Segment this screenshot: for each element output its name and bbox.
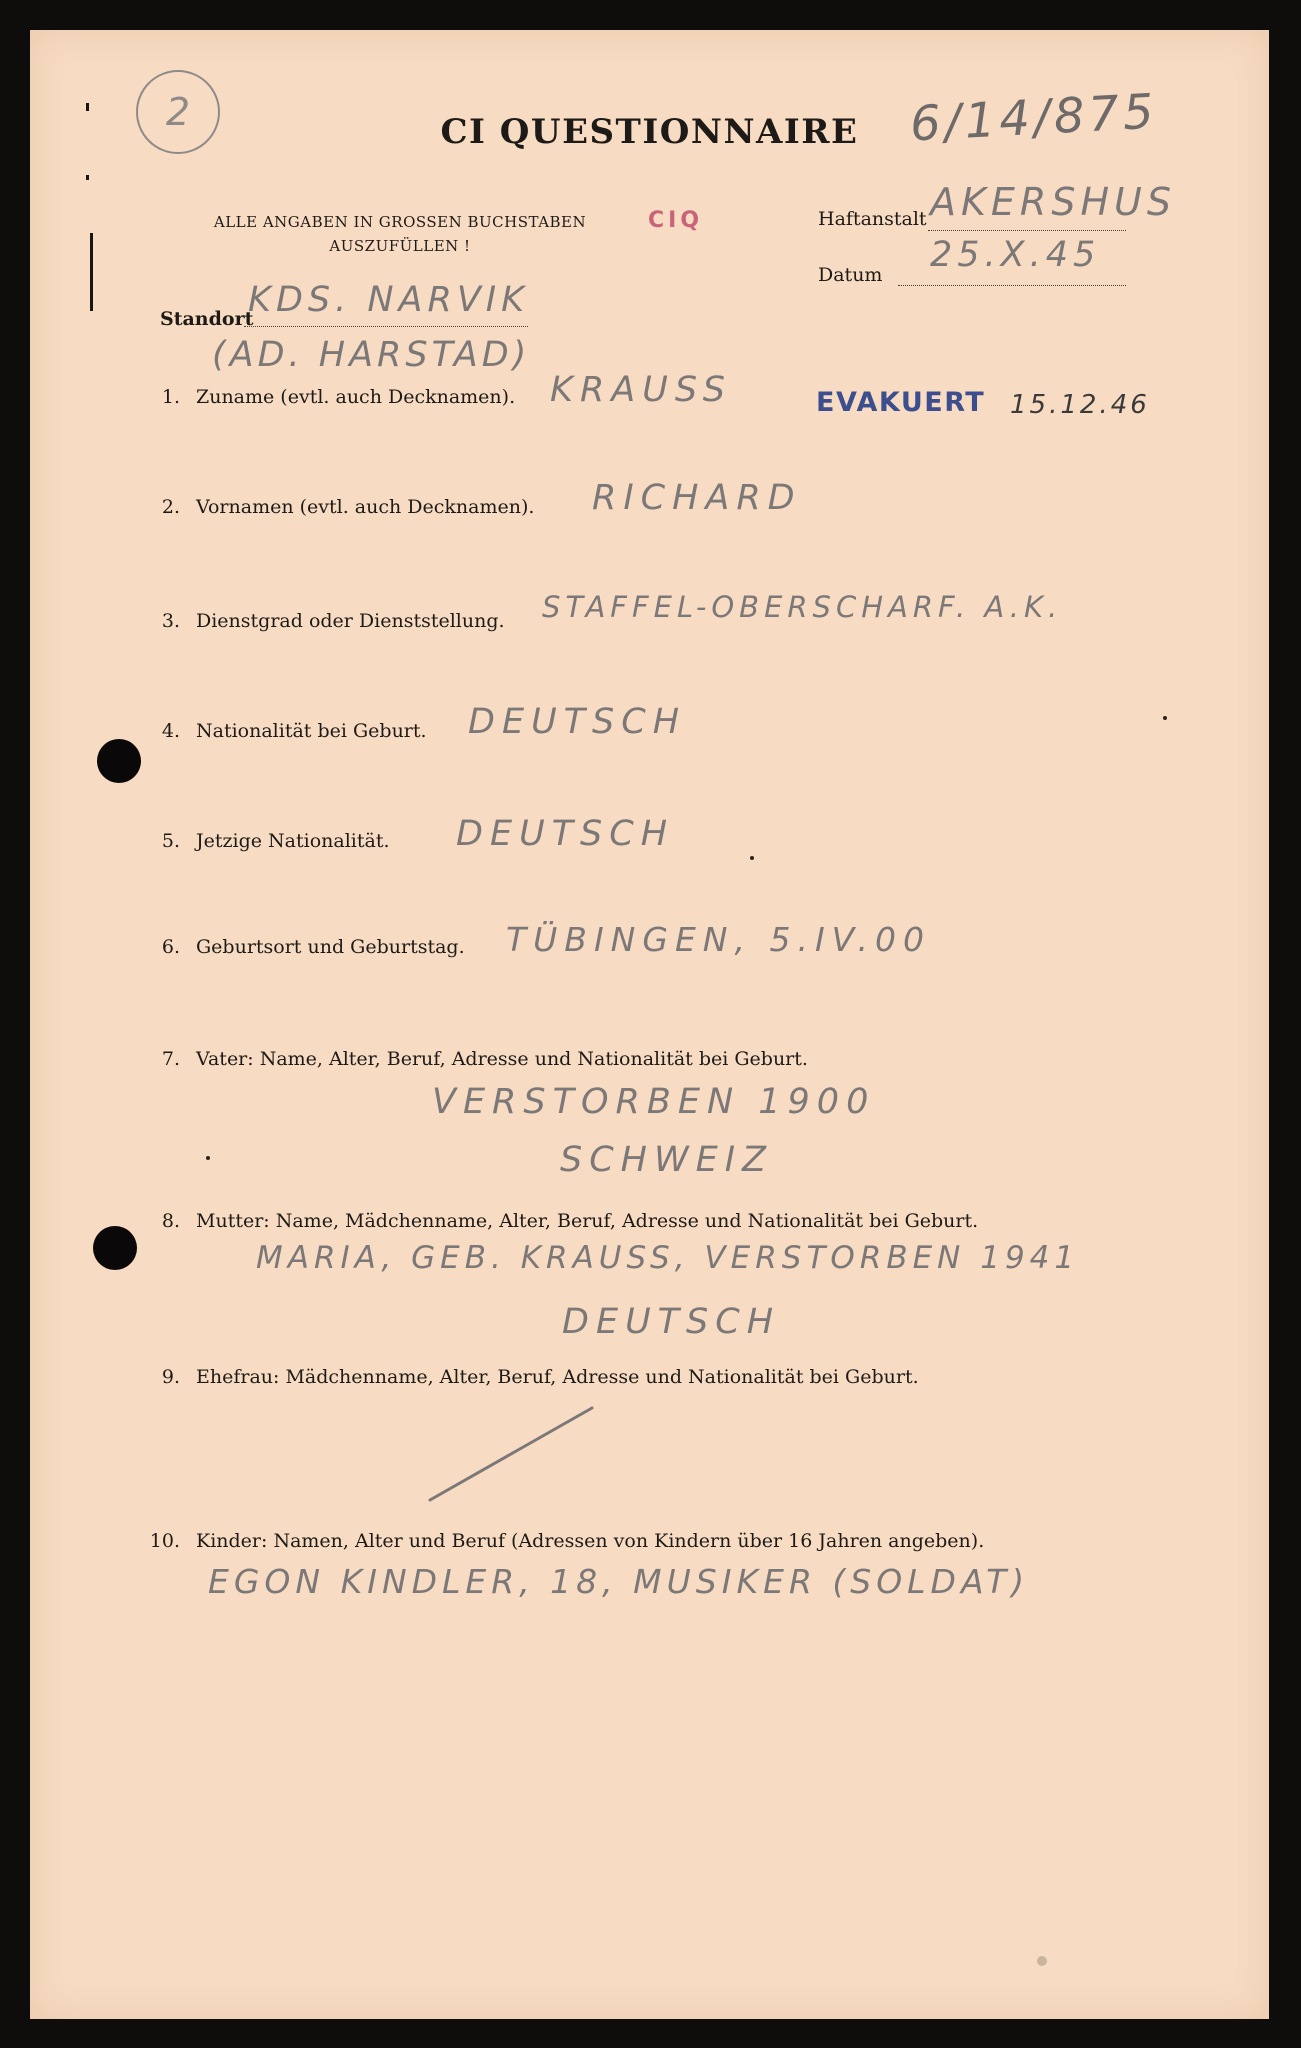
answer-1: KRAUSS (550, 370, 733, 410)
evakuert-stamp: EVAKUERT (816, 387, 986, 418)
paper-speck (750, 856, 754, 860)
question-6-number: 6. (161, 936, 180, 958)
answer-9-strike-mark (420, 1400, 600, 1510)
answer-2: RICHARD (592, 478, 802, 518)
punch-hole (93, 1226, 137, 1270)
question-1-number: 1. (161, 386, 180, 408)
question-7-number: 7. (161, 1048, 180, 1070)
question-1 (146, 386, 515, 408)
question-5-number: 5. (161, 830, 180, 852)
instruction-line-2: AUSZUFÜLLEN ! (329, 237, 471, 255)
question-7-text: Vater: Name, Alter, Beruf, Adresse und Nationalität bei Geburt. (196, 1048, 808, 1070)
question-1-text: Zuname (evtl. auch Decknamen). (196, 386, 516, 408)
question-8-text: Mutter: Name, Mädchenname, Alter, Beruf, Adresse und Nationalität bei Geburt. (196, 1210, 979, 1232)
circled-number: 2 (136, 70, 220, 154)
datum-label: Datum (818, 264, 883, 286)
question-3 (146, 610, 505, 632)
standort-value-line1: KDS. NARVIK (248, 280, 530, 320)
question-10-number: 10. (149, 1530, 180, 1552)
form-title: CI QUESTIONNAIRE (440, 112, 859, 152)
answer-4: DEUTSCH (468, 702, 687, 742)
standort-value-line2: (AD. HARSTAD) (212, 335, 531, 375)
haftanstalt-value: AKERSHUS (930, 180, 1176, 224)
standort-field-line (244, 326, 528, 327)
datum-field-line (898, 285, 1126, 286)
question-2-text: Vornamen (evtl. auch Decknamen). (196, 496, 535, 518)
margin-mark (90, 233, 93, 311)
answer-8-line1: MARIA, GEB. KRAUSS, VERSTORBEN 1941 (256, 1240, 1080, 1276)
instruction-line-1: ALLE ANGABEN IN GROSSEN BUCHSTABEN (213, 213, 587, 231)
question-5-text: Jetzige Nationalität. (196, 830, 390, 852)
haftanstalt-field-line (928, 230, 1126, 231)
question-6 (146, 936, 465, 958)
haftanstalt-label: Haftanstalt (818, 208, 927, 230)
question-9-number: 9. (161, 1366, 180, 1388)
standort-label: Standort (160, 308, 254, 330)
question-4 (146, 720, 427, 742)
question-2-number: 2. (161, 496, 180, 518)
question-9 (146, 1366, 919, 1388)
answer-6: TÜBINGEN, 5.IV.00 (506, 920, 931, 959)
answer-10: EGON KINDLER, 18, MUSIKER (SOLDAT) (208, 1562, 1030, 1601)
datum-value: 25.X.45 (930, 235, 1101, 275)
answer-5: DEUTSCH (456, 814, 675, 854)
questionnaire-sheet (30, 30, 1269, 2019)
question-3-text: Dienstgrad oder Dienststellung. (196, 610, 505, 632)
margin-mark (86, 175, 89, 180)
question-5 (146, 830, 390, 852)
evakuert-date: 15.12.46 (1010, 390, 1150, 420)
paper-speck (1037, 1956, 1047, 1966)
question-4-text: Nationalität bei Geburt. (196, 720, 427, 742)
question-8 (146, 1210, 978, 1232)
question-2 (146, 496, 534, 518)
question-8-number: 8. (161, 1210, 180, 1232)
ciq-stamp: CIQ (648, 208, 704, 233)
instruction-note (180, 210, 620, 258)
answer-7-line1: VERSTORBEN 1900 (432, 1082, 876, 1122)
question-7 (146, 1048, 808, 1070)
question-10 (146, 1530, 984, 1552)
question-6-text: Geburtsort und Geburtstag. (196, 936, 465, 958)
question-4-number: 4. (161, 720, 180, 742)
answer-7-line2: SCHWEIZ (560, 1140, 773, 1180)
file-number: 6/14/875 (908, 83, 1159, 153)
punch-hole (97, 739, 141, 783)
paper-speck (206, 1156, 210, 1160)
question-10-text: Kinder: Namen, Alter und Beruf (Adressen von Kindern über 16 Jahren angeben). (196, 1530, 985, 1552)
question-9-text: Ehefrau: Mädchenname, Alter, Beruf, Adresse und Nationalität bei Geburt. (196, 1366, 919, 1388)
question-3-number: 3. (161, 610, 180, 632)
answer-3: STAFFEL-OBERSCHARF. A.K. (542, 590, 1063, 624)
answer-8-line2: DEUTSCH (562, 1302, 781, 1342)
margin-mark (86, 103, 89, 111)
paper-speck (1163, 716, 1167, 720)
